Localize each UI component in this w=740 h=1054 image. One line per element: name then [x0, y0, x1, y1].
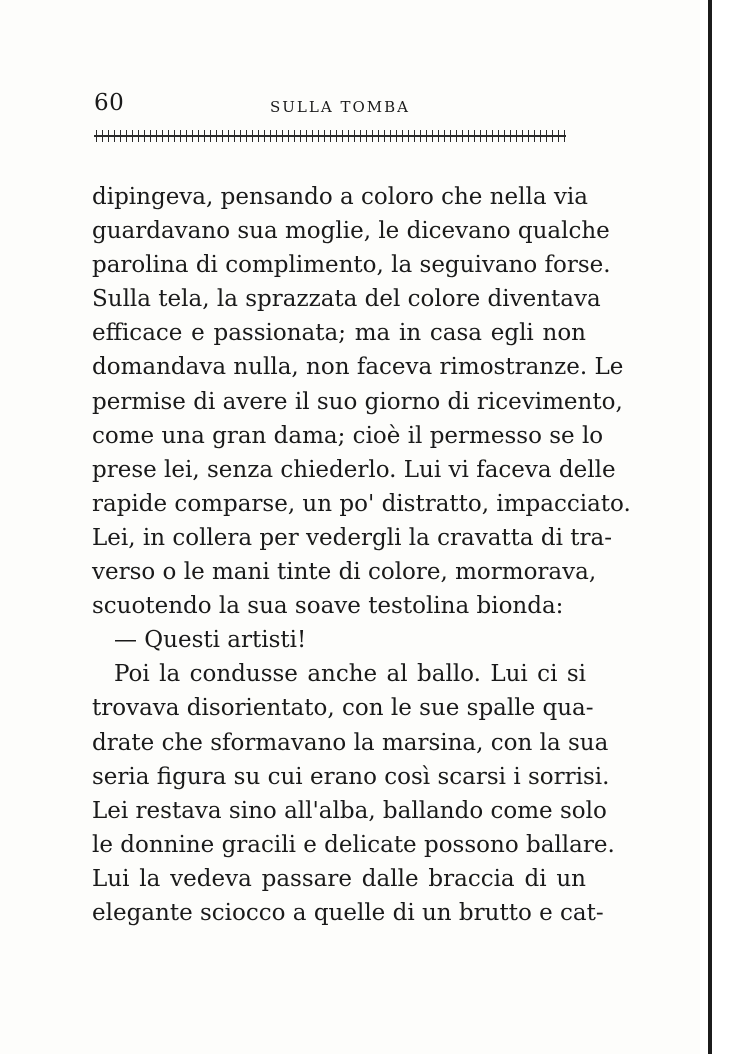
body-text	[92, 180, 631, 930]
text-line: dipingeva, pensando a coloro che nella via	[92, 184, 588, 210]
text-line: permise di avere il suo giorno di ricevimento,	[92, 388, 623, 415]
page-margin-edge	[712, 0, 740, 1054]
text-line: Lui la vedeva passare dalle braccia di un	[92, 865, 586, 892]
text-line: le donnine gracili e delicate possono ballare.	[92, 831, 615, 858]
text-line: rapide comparse, un po' distratto, impacciato.	[92, 490, 631, 517]
text-line: Sulla tela, la sprazzata del colore diventava	[92, 286, 601, 313]
paragraph-start-line: Poi la condusse anche al ballo. Lui ci si	[114, 661, 586, 688]
text-line: prese lei, senza chiederlo. Lui vi faceva delle	[92, 456, 616, 483]
text-line: elegante sciocco a quelle di un brutto e cat-	[92, 899, 604, 926]
text-line: efficace e passionata; ma in casa egli non	[92, 320, 586, 347]
ornamental-rule	[94, 130, 566, 142]
text-line: trovava disorientato, con le sue spalle qua-	[92, 695, 594, 722]
text-line: drate che sformavano la marsina, con la sua	[92, 729, 609, 756]
running-title: SULLA TOMBA	[270, 98, 410, 116]
page-number: 60	[94, 90, 125, 116]
text-line: come una gran dama; cioè il permesso se lo	[92, 422, 604, 449]
text-line: Lei restava sino all'alba, ballando come solo	[92, 797, 607, 824]
text-line: scuotendo la sua soave testolina bionda:	[92, 593, 564, 620]
text-line: verso o le mani tinte di colore, mormorava,	[92, 559, 597, 586]
text-line: seria figura su cui erano così scarsi i sorrisi.	[92, 763, 610, 790]
text-line: parolina di complimento, la seguivano forse.	[92, 252, 611, 279]
text-line: Lei, in collera per vedergli la cravatta di tra-	[92, 524, 613, 551]
dialogue-line: — Questi artisti!	[114, 627, 307, 654]
text-line: domandava nulla, non faceva rimostranze. Le	[92, 354, 624, 381]
text-line: guardavano sua moglie, le dicevano qualche	[92, 218, 610, 245]
